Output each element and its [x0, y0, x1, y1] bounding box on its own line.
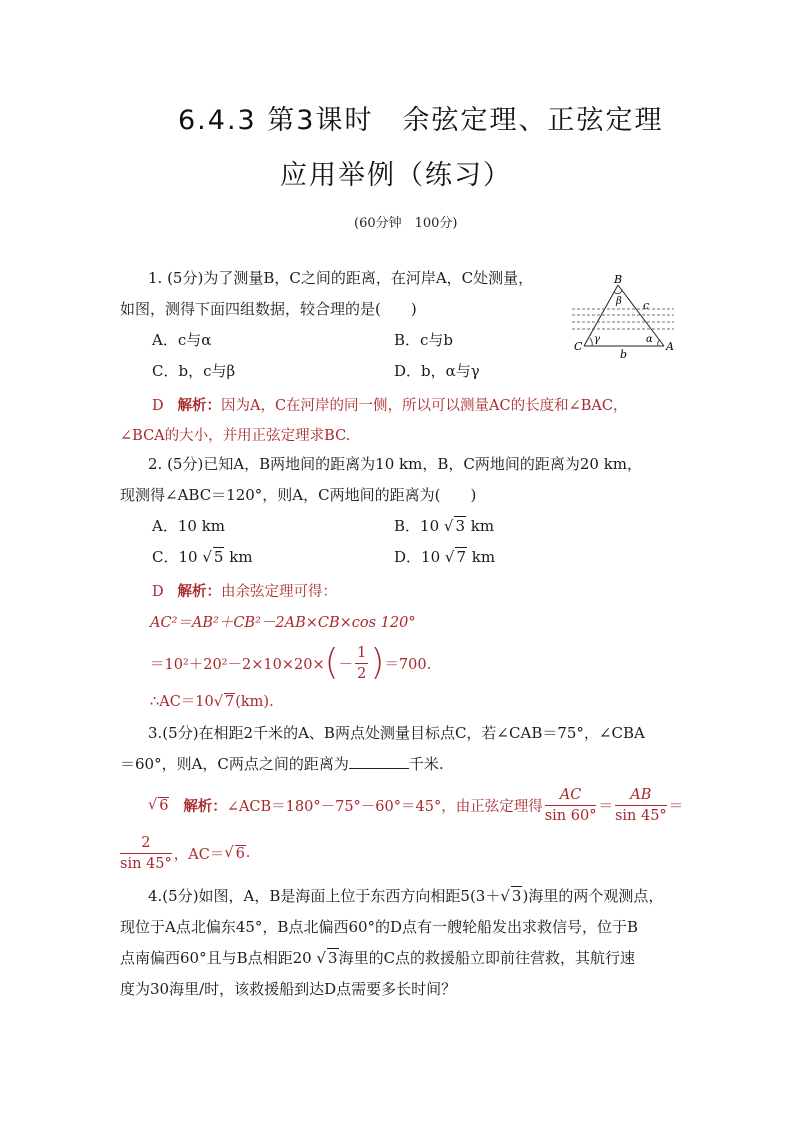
q2-answer-letter: D — [152, 584, 164, 600]
q2-formula-line2: ＝10²＋20²－2×10×20× ( － $\frac{1}{2}$ ) ＝700. — [150, 642, 432, 683]
q2-option-b: B．10 √ 3 km — [394, 517, 495, 535]
q1-answer-line1 — [152, 394, 627, 415]
q3-stem-line2: ＝60°，则A，C两点之间的距离为 千米. — [120, 755, 444, 773]
q3-answer-line2: $\frac{2}{\sin 45^\circ}$ ，AC＝ √ 6 . — [120, 834, 251, 872]
q3-stem-line1: 3.(5分)在相距2千米的A、B两点处测量目标点C，若∠CAB＝75°，∠CBA — [148, 724, 645, 742]
q3-answer-blank[interactable] — [349, 754, 409, 769]
q3-answer-text: ∠ACB＝180°－75°－60°＝45°，由正弦定理得 — [226, 798, 543, 815]
q3-answer-line1: √ 6 解析： ∠ACB＝180°－75°－60°＝45°，由正弦定理得 $\frac{AC}{\sin 60^\circ}$ ＝ $\frac{AB}{\sin 45^\circ}$ ＝ — [148, 786, 684, 824]
q2-answer-header — [152, 580, 337, 601]
q1-stem-line2: 如图，测得下面四组数据，较合理的是( ) — [120, 300, 417, 318]
q2-answer-intro: 由余弦定理可得： — [220, 584, 337, 600]
fig-label-b: B — [614, 273, 623, 286]
page-title-line2: 应用举例（练习） — [280, 160, 512, 191]
q1-option-b: B．c与b — [394, 331, 454, 349]
time-score-info: (60分钟 100分) — [354, 216, 458, 231]
q1-triangle-figure — [570, 272, 680, 358]
q1-option-a: A．c与α — [152, 331, 212, 349]
q2-answer-label: 解析： — [177, 583, 221, 600]
q2-option-c: C．10 √ 5 km — [152, 548, 253, 566]
q1-answer-letter: D — [152, 398, 164, 414]
q2-option-d: D．10 √ 7 km — [394, 548, 496, 566]
q4-stem-line4: 度为30海里/时，该救援船到达D点需要多长时间？ — [120, 980, 457, 998]
q2-stem-line1: 2. (5分)已知A，B两地间的距离为10 km，B，C两地间的距离为20 km， — [148, 455, 643, 473]
q2-stem-line2: 现测得∠ABC＝120°，则A，C两地间的距离为( ) — [120, 486, 477, 504]
q1-answer-text1: 因为A，C在河岸的同一侧，所以可以测量AC的长度和∠BAC， — [220, 398, 628, 414]
q2-result: ∴AC＝10√ 7(km). — [150, 694, 274, 710]
fig-label-c: C — [574, 340, 583, 353]
fig-label-a: A — [666, 340, 674, 353]
q3-answer-label: 解析： — [183, 797, 227, 815]
fig-label-beta: β — [616, 296, 622, 307]
fig-label-alpha: α — [646, 334, 653, 345]
q1-option-c: C．b，c与β — [152, 362, 236, 380]
q3-answer-value: 6 — [159, 797, 169, 814]
q1-stem-line1: 1. (5分)为了测量B，C之间的距离，在河岸A，C处测量， — [148, 269, 534, 287]
q4-stem-line2: 现位于A点北偏东45°，B点北偏西60°的D点有一艘轮船发出求救信号，位于B — [120, 918, 639, 936]
q4-stem-line1: 4.(5分)如图，A，B是海面上位于东西方向相距5(3＋√ 3)海里的两个观测点， — [148, 887, 664, 905]
fig-label-gamma: γ — [594, 334, 600, 345]
q2-option-a: A．10 km — [152, 517, 226, 535]
fig-label-side-b: b — [620, 348, 628, 358]
fig-label-side-c: c — [643, 299, 650, 312]
page-title: 6.4.3 第3课时 余弦定理、正弦定理 — [178, 105, 664, 136]
q1-answer-label: 解析： — [177, 397, 221, 414]
q1-answer-line2: ∠BCA的大小，并用正弦定理求BC. — [120, 428, 351, 444]
q1-option-d: D．b，α与γ — [394, 362, 480, 380]
q4-stem-line3: 点南偏西60°且与B点相距20 √ 3海里的C点的救援船立即前往营救，其航行速 — [120, 949, 636, 967]
q2-formula-line1: AC²＝AB²＋CB²－2AB×CB×cos 120° — [150, 615, 416, 631]
